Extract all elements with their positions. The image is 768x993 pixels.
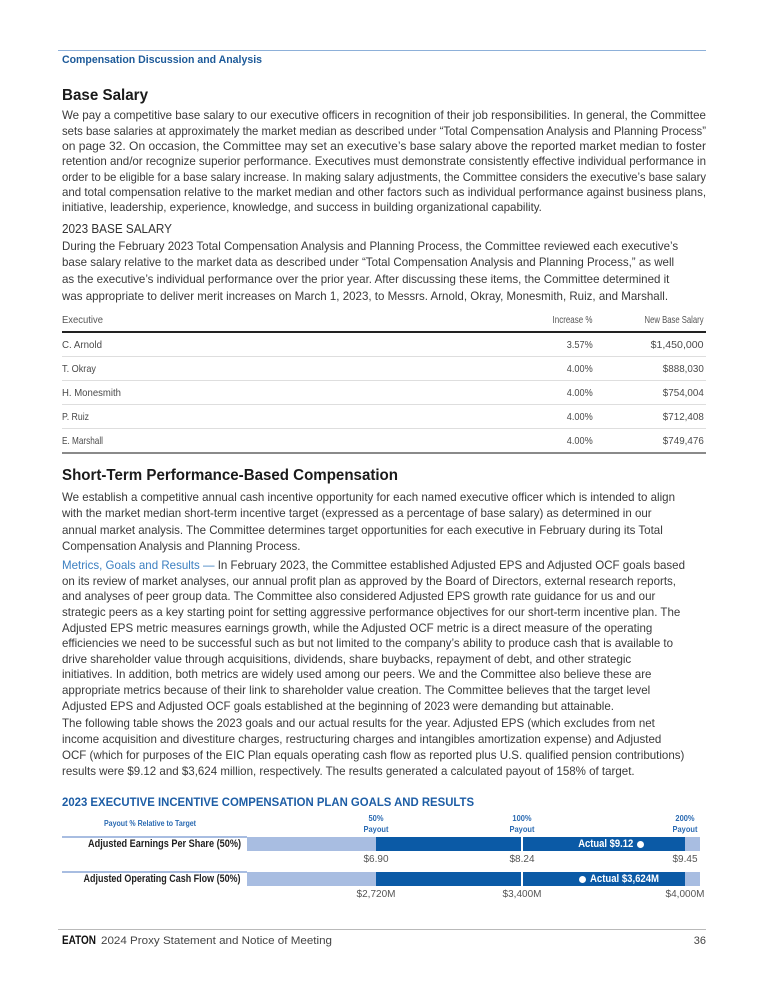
- payout-level-pct: 100%: [512, 813, 532, 823]
- text-line: [62, 200, 706, 215]
- text-line-text: We pay a competitive base salary to our executive officers in recognition of their job responsibilities. In general, the Committee: [62, 108, 706, 123]
- text-line: [62, 589, 706, 605]
- text-line: [62, 254, 706, 271]
- text-line-text: Adjusted EPS metric measures earnings growth, while the Adjusted OCF metric is a direct measure of the operating: [62, 620, 653, 635]
- text-line-text: base salary relative to the market data as described under “Total Compensation Analysis and Planning Process,” as well: [62, 255, 675, 270]
- column-header-increase: [513, 313, 593, 327]
- text-line: [62, 139, 706, 154]
- text-line-content: [62, 605, 680, 621]
- ocf-bar-target-divider: [521, 872, 523, 886]
- text-line-content: [62, 170, 706, 185]
- text-line: [62, 124, 706, 139]
- text-line-content: [62, 558, 685, 574]
- text-line-text: Compensation Analysis and Planning Process.: [62, 539, 301, 554]
- text-line-content: [62, 763, 635, 779]
- text-line: [62, 538, 706, 555]
- text-line-text: and total compensation relative to the market median and other factors such as individual performance against business plans,: [62, 184, 707, 199]
- text-line: [62, 636, 706, 652]
- text-line: [62, 522, 706, 539]
- text-line-content: [62, 636, 673, 652]
- table-row: [62, 405, 706, 429]
- text-line-content: [62, 683, 650, 699]
- eps-row-label: [57, 837, 241, 851]
- cell-new-salary-text: $888,030: [663, 362, 704, 375]
- cell-executive-text: E. Marshall: [62, 435, 103, 447]
- column-header-increase-text: Increase %: [552, 314, 593, 326]
- cell-increase: [513, 435, 593, 447]
- salary-table-body: [62, 331, 706, 453]
- ocf-actual-label: [590, 872, 669, 886]
- table-row: [62, 381, 706, 405]
- text-line: [62, 505, 706, 522]
- payout-level-label: Payout: [509, 823, 535, 834]
- text-line-text: was appropriate to deliver merit increases on March 1, 2023, to Messrs. Arnold, Okray, Monesmith, Ruiz, and Marshall.: [62, 288, 669, 303]
- ocf-actual-marker-dot: [579, 876, 586, 883]
- payout-level-100: [510, 813, 535, 834]
- base-salary-intro-paragraph: [62, 108, 706, 215]
- column-header-new-salary-text: New Base Salary: [644, 314, 704, 326]
- text-line-text: on its review of market analyses, our annual profit plan as approved by the Board of Directors, external research reports,: [62, 573, 677, 588]
- cell-increase-text: 4.00%: [567, 386, 593, 399]
- base-salary-subheading-text: 2023 BASE SALARY: [62, 222, 172, 236]
- ocf-goal-max-label: $4,000M: [665, 889, 705, 900]
- cell-executive-text: P. Ruiz: [62, 410, 90, 423]
- text-line-content: [62, 621, 652, 637]
- text-line: [62, 763, 706, 779]
- salary-table-header: [62, 313, 706, 327]
- salary-table-bottom-rule: [62, 452, 706, 454]
- footer-brand-text: EATON: [62, 935, 97, 947]
- cell-executive: [62, 363, 513, 375]
- text-line-content: [62, 124, 706, 139]
- payout-level-200: [673, 813, 698, 834]
- cell-executive: [62, 387, 513, 399]
- chart-title: [62, 795, 497, 809]
- text-line: [62, 715, 706, 731]
- metrics-goals-paragraph: [62, 558, 706, 714]
- cell-increase-text: 3.57%: [567, 338, 593, 351]
- text-line-text: Adjusted EPS and Adjusted OCF goals established at the beginning of 2023 were demanding but attainable.: [62, 698, 614, 713]
- cell-new-salary: [593, 363, 704, 375]
- text-line-content: [62, 238, 678, 255]
- cell-increase-text: 4.00%: [567, 410, 593, 423]
- text-line-text: and analyses of peer group data. The Committee also considered Adjusted EPS growth rate guidance for us and our: [62, 589, 656, 604]
- text-line-text: In February 2023, the Committee established Adjusted EPS and Adjusted OCF goals based: [214, 558, 685, 573]
- text-line: [62, 489, 706, 506]
- text-line-content: [62, 715, 655, 731]
- text-line: [62, 558, 706, 574]
- text-line-content: [62, 652, 631, 668]
- text-line: [62, 605, 706, 621]
- cell-new-salary-text: $712,408: [663, 410, 704, 423]
- eps-actual-label: [569, 837, 633, 851]
- text-line-content: [62, 731, 661, 747]
- payout-level-50: [364, 813, 389, 834]
- base-salary-subheading: [62, 221, 179, 237]
- cell-new-salary: [593, 411, 704, 423]
- cell-increase: [513, 411, 593, 423]
- cell-increase-text: 4.00%: [567, 362, 593, 375]
- text-line: [62, 667, 706, 683]
- eps-row-label-text: Adjusted Earnings Per Share (50%): [88, 838, 241, 850]
- cell-new-salary-text: $749,476: [663, 435, 704, 447]
- cell-increase: [513, 339, 593, 351]
- ocf-row-label: [48, 872, 241, 886]
- text-line-text: OCF (which for purposes of the EIC Plan equals operating cash flow as reported plus U.S. qualified pension contributions): [62, 748, 685, 763]
- payout-axis-label-text: Payout % Relative to Target: [104, 819, 197, 828]
- eps-actual-marker-dot: [637, 841, 644, 848]
- text-line: [62, 621, 706, 637]
- text-line-content: [62, 589, 655, 605]
- text-line-text: appropriate metrics because of their link to shareholder value creation. The Committee believes that the target level: [62, 682, 651, 697]
- text-line-content: [62, 699, 614, 715]
- text-line-text: The following table shows the 2023 goals and our actual results for the year. Adjusted EPS (which excludes from net: [62, 715, 655, 730]
- cell-increase-text: 4.00%: [567, 435, 593, 447]
- cell-executive-text: H. Monesmith: [62, 386, 122, 399]
- footer-rule: [58, 929, 706, 930]
- text-line-content: [62, 747, 684, 763]
- base-salary-heading: [62, 86, 153, 106]
- text-line-text: results were $9.12 and $3,624 million, respectively. The results generated a calculated payout of 158% of target.: [62, 764, 635, 779]
- text-line: [62, 271, 706, 288]
- text-line: [62, 288, 706, 305]
- page-number: 36: [693, 935, 706, 947]
- text-line-text: sets base salaries at approximately the market median as described under “Total Compensation Analysis and Planning Process”: [62, 123, 707, 138]
- short-term-intro-paragraph: [62, 489, 706, 555]
- text-line-content: [62, 574, 676, 590]
- text-line: [62, 731, 706, 747]
- eps-goal-max-label: $9.45: [672, 854, 698, 865]
- eps-actual-label-text: Actual $9.12: [578, 838, 634, 850]
- ocf-goal-threshold-label: $2,720M: [356, 889, 396, 900]
- text-line-text: with the market median short-term incentive target (expressed as a percentage of base salary) as determined in our: [62, 506, 652, 521]
- text-line-text: retention and/or recognize superior performance. Executives must demonstrate consistently effective individual performance in: [62, 154, 707, 169]
- text-line-content: [62, 489, 675, 506]
- cell-executive: [62, 339, 513, 351]
- text-line: [62, 683, 706, 699]
- payout-axis-label: [104, 819, 209, 829]
- text-line: [62, 574, 706, 590]
- table-row: [62, 429, 706, 453]
- column-header-executive: [62, 313, 513, 327]
- eps-goal-target-label: $8.24: [509, 854, 535, 865]
- chart-title-text: 2023 EXECUTIVE INCENTIVE COMPENSATION PLAN GOALS AND RESULTS: [62, 795, 475, 809]
- text-line-text: order to be eligible for a base salary increase. In making salary adjustments, the Committee considers the executive’s base salary: [62, 169, 707, 184]
- text-line-content: [62, 667, 651, 683]
- payout-level-label: Payout: [363, 823, 389, 834]
- metrics-lead-in: Metrics, Goals and Results —: [62, 558, 215, 573]
- cell-new-salary: [593, 339, 704, 351]
- text-line-content: [62, 271, 669, 288]
- payout-level-pct: 50%: [368, 813, 384, 823]
- footer-document-title: [101, 934, 332, 948]
- text-line: [62, 108, 706, 123]
- text-line-text: on page 32. On occasion, the Committee may set an executive’s base salary above the reported market median to foster: [62, 138, 707, 153]
- text-line-text: initiatives. In addition, both metrics are widely used among our peers. We and the Committee also believe these are: [62, 667, 652, 682]
- footer-document-title-text: 2024 Proxy Statement and Notice of Meeting: [101, 935, 332, 947]
- text-line-content: [62, 522, 663, 539]
- eps-bar-target-divider: [521, 837, 523, 851]
- cell-new-salary: [593, 387, 704, 399]
- text-line-content: [62, 154, 706, 169]
- text-line-content: [62, 139, 706, 154]
- header-rule: [58, 50, 706, 51]
- section-label-text: Compensation Discussion and Analysis: [62, 54, 263, 66]
- column-header-executive-text: Executive: [62, 314, 104, 326]
- ocf-row-label-text: Adjusted Operating Cash Flow (50%): [83, 873, 241, 885]
- text-line: [62, 238, 706, 255]
- text-line-content: [62, 538, 300, 555]
- table-row: [62, 333, 706, 357]
- payout-level-label: Payout: [672, 823, 698, 834]
- results-paragraph: [62, 715, 706, 780]
- text-line: [62, 170, 706, 185]
- text-line: [62, 699, 706, 715]
- text-line-text: income acquisition and divestiture charges, restructuring charges and intangibles amortization expense) and Adjusted: [62, 732, 662, 747]
- column-header-new-salary: [593, 313, 704, 327]
- text-line-text: initiative, leadership, experience, knowledge, and success in building organizational capability.: [62, 200, 542, 215]
- text-line-text: We establish a competitive annual cash incentive opportunity for each named executive officer which is intended to align: [62, 489, 675, 504]
- cell-executive-text: C. Arnold: [62, 338, 103, 351]
- section-label: [62, 53, 271, 67]
- table-row: [62, 357, 706, 381]
- cell-increase: [513, 363, 593, 375]
- text-line-text: During the February 2023 Total Compensation Analysis and Planning Process, the Committee reviewed each executive’s: [62, 238, 679, 253]
- eps-goal-threshold-label: $6.90: [363, 854, 389, 865]
- cell-executive-text: T. Okray: [62, 362, 96, 375]
- cell-executive: [62, 411, 513, 423]
- text-line-text: efficiencies we need to be successful such as but not limited to the company’s ability to produce cash that is available to: [62, 636, 674, 651]
- text-line-content: [62, 288, 668, 305]
- text-line: [62, 154, 706, 169]
- short-term-heading: [62, 466, 418, 486]
- cell-new-salary-text: $1,450,000: [651, 338, 704, 351]
- cell-new-salary: [593, 435, 704, 447]
- text-line-content: [62, 108, 706, 123]
- text-line-text: as the executive’s individual performance over the prior year. After discussing these items, the Committee determined it: [62, 272, 670, 287]
- text-line-content: [62, 505, 652, 522]
- footer-brand-logo: [62, 934, 101, 948]
- text-line: [62, 747, 706, 763]
- text-line-text: drive shareholder value through acquisitions, dividends, share buybacks, repayment of debt, and other strategic: [62, 651, 632, 666]
- text-line: [62, 652, 706, 668]
- text-line: [62, 185, 706, 200]
- ocf-goal-target-label: $3,400M: [502, 889, 542, 900]
- cell-executive: [62, 435, 513, 447]
- text-line-content: [62, 254, 674, 271]
- text-line-content: [62, 185, 706, 200]
- text-line-text: strategic peers as a key starting point for setting aggressive performance objectives for our short-term incentive plan. The: [62, 604, 681, 619]
- cell-increase: [513, 387, 593, 399]
- ocf-actual-label-text: Actual $3,624M: [589, 873, 659, 885]
- text-line-text: annual market analysis. The Committee determines target opportunities for each executive in February during its Total: [62, 522, 663, 537]
- payout-level-pct: 200%: [675, 813, 695, 823]
- base-salary-detail-paragraph: [62, 238, 706, 305]
- text-line-content: [62, 200, 542, 215]
- cell-new-salary-text: $754,004: [663, 386, 704, 399]
- short-term-heading-text: Short-Term Performance-Based Compensation: [62, 467, 398, 484]
- base-salary-heading-text: Base Salary: [62, 87, 148, 104]
